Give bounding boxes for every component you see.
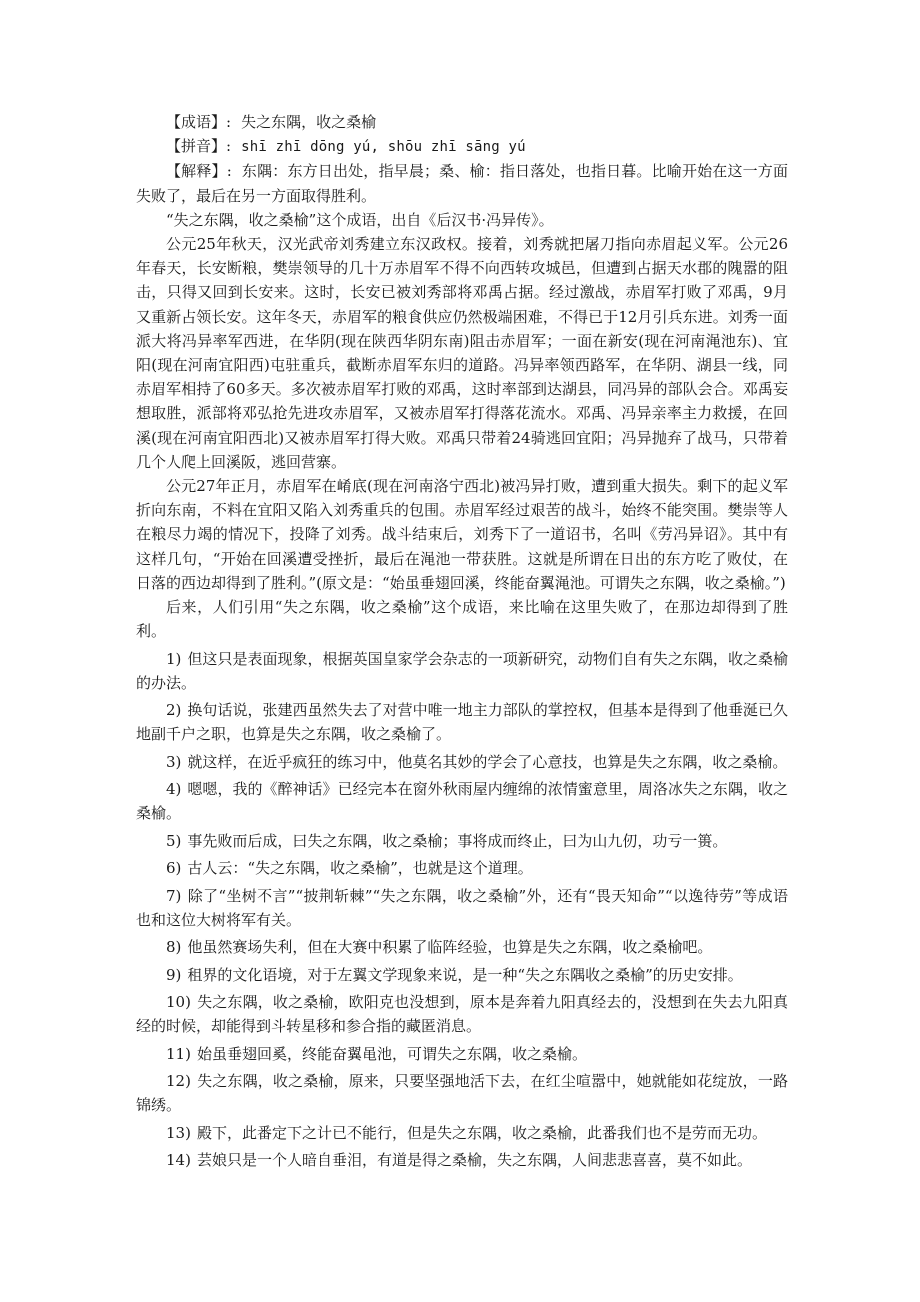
example-text: 失之东隅，收之桑榆，欧阳克也没想到，原本是奔着九阳真经去的，没想到在失去九阳真经的时候，却能得到斗转星移和参合指的藏匿消息。 (136, 992, 788, 1036)
example-text: 租界的文化语境，对于左翼文学现象来说，是一种“失之东隅收之桑榆”的历史安排。 (187, 965, 743, 984)
example-number: 8) (166, 938, 182, 957)
pinyin-text: shī zhī dōng yú, shōu zhī sāng yú (241, 139, 526, 156)
example-text: 但这只是表面现象，根据英国皇家学会杂志的一项新研究，动物们自有失之东隅，收之桑榆的办法。 (136, 649, 788, 692)
example-text: 殿下，此番定下之计已不能行，但是失之东隅，收之桑榆，此番我们也不是劳而无功。 (196, 1123, 767, 1142)
example-number: 3) (166, 752, 182, 771)
example-text: 芸娘只是一个人暗自垂泪，有道是得之桑榆，失之东隅，人间悲悲喜喜，莫不如此。 (196, 1150, 752, 1169)
example-number: 1) (166, 649, 182, 668)
example-number: 13) (166, 1123, 191, 1142)
explain-paragraph (136, 159, 788, 207)
pinyin-line (136, 134, 788, 159)
example-sentences-list (136, 647, 788, 1173)
example-sentence (136, 647, 788, 695)
document-page (136, 110, 788, 1172)
idiom-label: 【成语】: (166, 113, 232, 131)
story-paragraph-1: 公元25年秋天，汉光武帝刘秀建立东汉政权。接着，刘秀就把屠刀指向赤眉起义军。公元26年春天，长安断粮，樊崇领导的几十万赤眉军不得不向西转攻城邑，但遭到占据天水郡的隗嚣的阻击，只得又回到长安来。这时，长安已被刘秀部将邓禹占据。经过激战，赤眉军打败了邓禹，9月又重新占领长安。这年冬天，赤眉军的粮食供应仍然极端困难，不得已于12月引兵东进。刘秀一面派大将冯异率军西进，在华阴(现在陕西华阴东南)阻击赤眉军；一面在新安(现在河南渑池东)、宜阳(现在河南宜阳西)屯驻重兵，截断赤眉军东归的道路。冯异率领西路军，在华阴、湖县一线，同赤眉军相持了60多天。多次被赤眉军打败的邓禹，这时率部到达湖县，同冯异的部队会合。邓禹妄想取胜，派部将邓弘抢先进攻赤眉军，又被赤眉军打得落花流水。邓禹、冯异亲率主力救援，在回溪(现在河南宜阳西北)又被赤眉军打得大败。邓禹只带着24骑逃回宜阳；冯异抛弃了战马，只带着几个人爬上回溪阪，逃回营寨。 (136, 235, 788, 471)
idiom-line (136, 110, 788, 134)
example-sentence (136, 698, 788, 746)
example-text: 他虽然赛场失利，但在大赛中积累了临阵经验，也算是失之东隅，收之桑榆吧。 (187, 938, 713, 957)
example-number: 4) (166, 780, 182, 799)
example-sentence (136, 1148, 788, 1172)
example-text: 事先败而后成，曰失之东隅，收之桑榆；事将成而终止，曰为山九仞，功亏一篑。 (187, 831, 728, 850)
example-number: 2) (166, 701, 182, 720)
example-text: 古人云：“失之东隅，收之桑榆”，也就是这个道理。 (187, 859, 533, 878)
conclusion-paragraph: 后来，人们引用“失之东隅，收之桑榆”这个成语，来比喻在这里失败了，在那边却得到了胜利。 (136, 598, 788, 641)
example-number: 14) (166, 1150, 191, 1169)
idiom-text: 失之东隅，收之桑榆 (241, 113, 377, 131)
example-text: 嗯嗯，我的《醉神话》已经完本在窗外秋雨屋内缠绵的浓情蜜意里，周洛冰失之东隅，收之桑榆。 (136, 780, 788, 823)
example-number: 10) (166, 992, 191, 1011)
example-sentence (136, 935, 788, 959)
explain-label: 【解释】: (166, 162, 232, 181)
story-paragraph-2: 公元27年正月，赤眉军在崤底(现在河南洛宁西北)被冯异打败，遭到重大损失。剩下的起义军折向东南，不料在宜阳又陷入刘秀重兵的包围。赤眉军经过艰苦的战斗，始终不能突围。樊崇等人在粮尽力竭的情况下，投降了刘秀。战斗结束后，刘秀下了一道诏书，名叫《劳冯异诏》。其中有这样几句，“开始在回溪遭受挫折，最后在渑池一带获胜。这就是所谓在日出的东方吃了败仗，在日落的西边却得到了胜利。”(原文是：“始虽垂翅回溪，终能奋翼渑池。可谓失之东隅，收之桑榆。”) (136, 477, 788, 592)
example-number: 11) (166, 1044, 191, 1063)
example-sentence (136, 777, 788, 825)
example-text: 失之东隅，收之桑榆，原来，只要坚强地活下去，在红尘喧嚣中，她就能如花绽放，一路锦绣。 (136, 1071, 788, 1115)
example-sentence (136, 856, 788, 880)
source-paragraph: “失之东隅，收之桑榆”这个成语，出自《后汉书·冯异传》。 (166, 210, 554, 229)
example-text: 换句话说，张建西虽然失去了对营中唯一地主力部队的掌控权，但基本是得到了他垂涎已久地副千户之职，也算是失之东隅，收之桑榆了。 (136, 701, 788, 744)
example-sentence (136, 884, 788, 932)
pinyin-label: 【拼音】: (166, 137, 232, 156)
example-sentence (136, 829, 788, 853)
example-number: 5) (166, 831, 182, 850)
explain-text: 东隅：东方日出处，指早晨；桑、榆：指日落处，也指日暮。比喻开始在这一方面失败了，最后在另一方面取得胜利。 (136, 162, 788, 205)
example-text: 除了“坐树不言”“披荆斩棘”“失之东隅，收之桑榆”外，还有“畏天知命”“以逸待劳”等成语也和这位大树将军有关。 (136, 886, 788, 929)
example-sentence (136, 963, 788, 987)
example-sentence (136, 1069, 788, 1117)
example-text: 就这样，在近乎疯狂的练习中，他莫名其妙的学会了心意技，也算是失之东隅，收之桑榆。 (187, 752, 788, 771)
example-text: 始虽垂翅回奚，终能奋翼黾池，可谓失之东隅，收之桑榆。 (196, 1044, 587, 1063)
example-sentence (136, 990, 788, 1038)
example-number: 6) (166, 859, 182, 878)
example-number: 7) (166, 886, 182, 905)
example-sentence (136, 1042, 788, 1066)
example-sentence (136, 750, 788, 774)
example-sentence (136, 1121, 788, 1145)
example-number: 12) (166, 1071, 191, 1090)
example-number: 9) (166, 965, 182, 984)
